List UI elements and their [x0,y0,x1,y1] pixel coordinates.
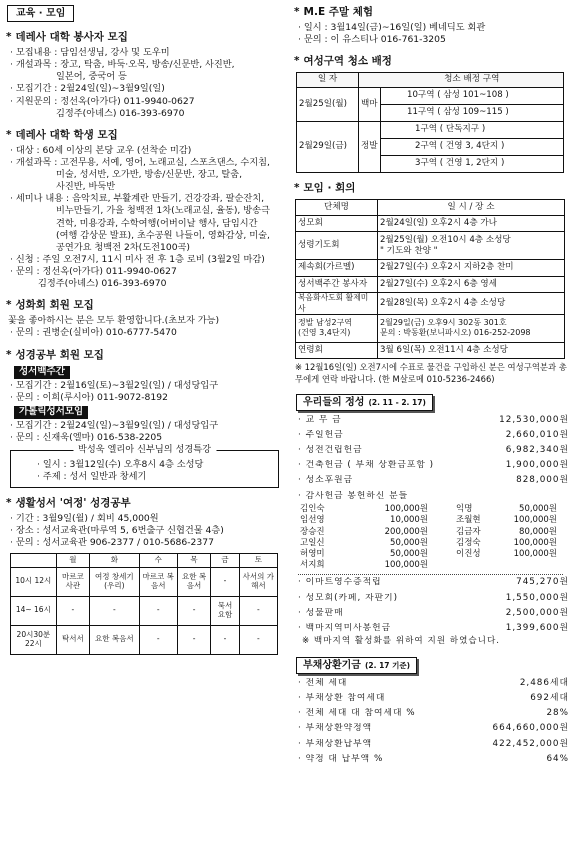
table-cell: - [139,596,177,625]
table-cell: - [56,596,89,625]
list-item [292,443,569,458]
bible-study-section: * 성경공부 회원 모집 성서백주간 · 모집기간 : 2월16일(토)~3월2일(일) / 대성당입구 · 문의 : 이희(루시아) 011-9072-8192 가톨릭성서모임 · 모집기간 : 2월24일(일)~3월9일(일) / 대성당입구 · 문의 : 신재욱(엘마) 016-538-2205 박성욱 엘리아 신부님의 성경특강 · 일시 : 3월12일(수) 오후8시 4층 소성당 · 주제 : 성서 일반과 창세기 [4,349,287,489]
section-title: 부채상환기금 [303,659,361,671]
text-line: · 개설과목 : 고전무용, 서예, 영어, 노래교실, 스포츠댄스, 수지침, [10,156,270,168]
table-header [359,73,381,88]
text-line: · 문의 : 권병순(실비아) 010-6777-5470 [10,327,177,339]
table-header: 월 [56,553,89,567]
item-label: · 부채상환납부액 [298,738,373,749]
program-tag: 성서백주간 [14,366,70,379]
table-header: 토 [239,553,277,567]
donor-grid [292,504,569,572]
item-value: 2,660,010원 [505,429,569,440]
table-cell: - [239,596,277,625]
text-line: · 모집기간 : 2월24일(일)~3월9일(일) [10,83,165,95]
text-line: · 일시 : 3월14일(금)~16일(일) 베네딕도 회관 [298,21,486,33]
table-header: 일 자 [297,73,359,88]
item-value: 745,270원 [516,577,569,588]
lecture-box [10,444,279,488]
text-line: 일본어, 중국어 등 [56,71,127,83]
text-line: · 모집기간 : 2월16일(토)~3월2일(일) / 대성당입구 [10,379,219,391]
list-item [292,706,569,721]
debt-title-bar [296,657,417,674]
section-title: 성경공부 회원 모집 [15,348,104,361]
donor-amount [499,560,569,571]
table-row [297,88,564,105]
offering-title-bar [296,394,433,411]
text-line: · 문의 : 신재욱(엘마) 016-538-2205 [10,431,163,443]
text-line: (여행 감상문 발표), 초수공원 나들이, 영화감상, 미술, [56,229,270,241]
item-value: 422,452,000원 [492,738,569,749]
debt-list [292,676,569,767]
table-cell: 3월 6일(목) 오전11시 4층 소성당 [378,342,565,359]
section-title: 데레사 대학 학생 모집 [15,128,118,141]
item-label: · 성모회(카페, 자판기) [298,592,399,603]
section-header: 교육 · 모임 [7,5,74,22]
donor-name: 이진성 [456,549,481,560]
divider [298,574,563,575]
text-line: · 신청 : 주일 오전7시, 11시 미사 전 후 1층 로비 (3월2일 마감) [10,254,265,266]
text-line: · 문의 : 정선옥(아가다) 011-9940-0627 [10,266,177,278]
donor-name: 익명 [456,503,473,514]
item-value: 1,550,000원 [505,592,569,603]
section-title: M.E 주말 체험 [303,6,373,18]
section-title: 모임 · 회의 [303,182,356,194]
me-weekend-section: * M.E 주말 체험 · 일시 : 3월14일(금)~16일(일) 베네딕도 회관 · 문의 : 이 유스티나 016-761-3205 [292,6,569,46]
item-label: · 감사헌금 봉헌하신 분들 [298,490,409,501]
table-cell: 2월27일(수) 오후2시 지하2층 찬미 [378,260,565,277]
list-item [292,474,569,489]
text-line: 공연가요 청백전 2차(도전100곡) [56,241,191,253]
cleaning-section: * 여성구역 청소 배정 일 자 청소 배정 구역 2월25일(월) 백마 10구역 ( 삼성 101~108 ) 11구역 ( 삼성 109~115 ) 2월29일(금) 정발 1구역 ( 단독지구 ) 2구역 ( 건영 3, 4단지 ) 3구역 ( 건영 1, 2단지 ) [292,55,569,173]
table-row [11,596,278,625]
text-line: · 기간 : 3월9일(월) / 회비 45,000원 [10,513,159,525]
text-line: · 개설과목 : 장고, 탁춤, 바둑·오목, 방송/신문반, 사진반, [10,59,235,71]
item-label: · 건축헌금 ( 부채 상환금포함 ) [298,460,435,471]
table-cell: 2월29일(금) [297,122,359,173]
table-cell: - [211,625,239,654]
text-line: · 문의 : 성서교육관 906-2377 / 010-5686-2377 [10,537,214,549]
table-cell: 11구역 ( 삼성 109~115 ) [381,105,564,122]
yeojeong-study-section: * 생활성서 '여정' 성경공부 · 기간 : 3월9일(월) / 회비 45,000원 · 장소 : 성서교육관(마루역 5, 6번출구 신협건물 4층) · 문의 : 성서교육관 906-2377 / 010-5686-2377 월 화 수 목 금 토 10시 12시 마르코 사관 여정 창세기 (우리) 마르코 복음서 요한 복음서 - 사서의 가해서 14~ 16시 - - - - 묵서 요함 - 20시30분 22시 탁서서 요한 복음서 - - - - [4,497,287,654]
table-cell: - [211,567,239,596]
student-recruit-section: * 데레사 대학 학생 모집 · 대상 : 60세 이상의 본당 교우 (선착순 미감) · 개설과목 : 고전무용, 서예, 영어, 노래교실, 스포츠댄스, 수지침, 미술, 성서반, 오가반, 방송/신문반, 장고, 탈춤, 사진반, 바둑반 · 세미나 내용 : 음악치료, 부활계란 만들기, 건강강좌, 팔순잔치, 비누만들기, 가을 청백전 1차(노래교실, 율동), 방송극 견학, 미용강좌, 수학여행(어버이날 행사, 담임시간 (여행 감상문 발표), 초수공원 나들이, 영화감상, 미술, 공연가요 청백전 2차(도전100곡) · 신청 : 주일 오전7시, 11시 미사 전 후 1층 로비 (3월2일 마감) · 문의 : 정선옥(아가다) 011-9940-0627 김정주(아녜스) 016-393-6970 [4,129,287,291]
list-item [292,576,569,591]
table-row [296,276,565,293]
list-item [292,413,569,428]
table-cell: 성령기도회 [296,232,378,260]
table-cell: - [90,596,140,625]
text-line: · 지원문의 : 정선옥(아가다) 011-9940-0627 [10,95,195,107]
section-title: 성화회 회원 모집 [15,299,94,312]
item-value: 6,982,340원 [505,444,569,455]
table-header: 금 [211,553,239,567]
table-row [296,260,565,277]
text-line: · 장소 : 성서교육관(마루역 5, 6번출구 신협건물 4층) [10,525,224,537]
text-line: 김정주(아녜스) 016-393-6970 [38,278,167,290]
donor-amount: 100,000원 [384,560,428,571]
text-line: · 문의 : 이 유스티나 016-761-3205 [298,34,446,45]
table-row [296,232,565,260]
list-item [292,606,569,621]
table-cell: 마르코 복음서 [139,567,177,596]
table-cell: - [239,625,277,654]
item-label: · 이마트영수증적립 [298,577,382,588]
section-title: 데레사 대학 봉사자 모집 [15,31,128,44]
table-row [11,625,278,654]
item-label: · 전체 세대 대 참여세대 % [298,708,416,719]
donor-amount: 100,000원 [513,549,557,560]
donor-amount: 200,000원 [384,526,428,537]
donor-name: 임선영 [300,515,325,526]
table-cell: 마르코 사관 [56,567,89,596]
flower-club-section: * 성화회 회원 모집 꽃을 좋아하시는 분은 모두 환영합니다.(초보자 가능) · 문의 : 권병순(실비아) 010-6777-5470 [4,299,287,339]
donor-name: 고일신 [300,537,325,548]
list-item [292,428,569,443]
table-cell: 2월29일(금) 오후9시 302동 301호 문의 : 박동환(보니파시오) 016-252-2098 [378,314,565,342]
item-value: 664,660,000원 [492,723,569,734]
list-item [292,722,569,737]
table-row [11,567,278,596]
text-line: 미술, 성서반, 오가반, 방송/신문반, 장고, 탈춤, [56,169,243,181]
notice-text: ※ 12월16일(일) 오전7시에 수표로 물건을 구입하신 분은 여성구역분과 총무에게 연락 바랍니다. (한 M살로메 010-5236-2466) [295,362,567,384]
table-row [297,122,564,139]
table-cell: 백마 [359,88,381,122]
table-cell: 제속회(가르멜) [296,260,378,277]
table-cell: 14~ 16시 [11,596,57,625]
table-cell: 요한 복음서 [90,625,140,654]
section-title: 생활성서 '여정' 성경공부 [15,497,131,510]
table-cell: 사서의 가해서 [239,567,277,596]
item-label: · 성물판매 [298,607,344,618]
notice-text: ※ 백마지역 활성화를 위하여 지원 하였습니다. [302,636,501,647]
item-value: 64% [546,753,569,764]
table-cell: 2월24일(일) 오후2시 4층 가나 [378,215,565,232]
table-row [296,342,565,359]
text-line: · 세미나 내용 : 음악치료, 부활계란 만들기, 건강강좌, 팔순잔치, [10,193,265,205]
text-line: 김정주(아녜스) 016-393-6970 [56,107,185,119]
table-cell: 10시 12시 [11,567,57,596]
list-item [292,752,569,767]
table-cell: 2월25일(월) 오전10시 4층 소성당 " 기도와 찬양 " [378,232,565,260]
section-title: 우리들의 정성 [303,396,365,408]
table-cell: - [139,625,177,654]
text-line: · 모집내용 : 담임선생님, 강사 및 도우미 [10,47,170,59]
section-title: 여성구역 청소 배정 [303,55,392,68]
item-value: 692세대 [530,692,569,703]
donor-amount: 50,000원 [390,537,428,548]
donor-name: 김인숙 [300,503,325,514]
meetings-section: * 모임 · 회의 단체명 일 시 / 장 소 성모회 2월24일(일) 오후2시 4층 가나 성령기도회 2월25일(월) 오전10시 4층 소성당 " 기도와 찬양 " 제속회(가르멜) 2월27일(수) 오후2시 지하2층 찬미 성서백주간 봉사자 2월27일(수) 오후2시 6층 영세 복음화사도회 활제미사 2월28일(목) 오후2시 4층 소성당 정발 남성2구역 (건영 3,4단지) 2월29일(금) 오후9시 302동 301호 문의 : 박동환(보니파시오) 016-252-2098 연령회 3월 6일(목) 오전11시 4층 소성당 ※ 12월16일(일) 오전7시에 수표로 물건을 구입하신 분은 여성구역분과 총무에게 연락 바랍니다. (한 M살로메 010-5236-2466) [292,182,569,385]
table-cell: 복음화사도회 활제미사 [296,293,378,315]
table-cell: - [177,596,210,625]
table-cell: 연령회 [296,342,378,359]
donor-amount: 50,000원 [519,503,557,514]
box-title: 박성욱 엘리아 신부님의 성경특강 [73,444,216,456]
item-label: · 주일헌금 [298,429,344,440]
item-value: 1,900,000원 [505,460,569,471]
text-line: · 일시 : 3월12일(수) 오후8시 4층 소성당 [37,459,204,471]
item-label: · 백마지역미사봉헌금 [298,623,392,634]
text-line: · 모집기간 : 2월24일(일)~3월9일(일) / 대성당입구 [10,419,219,431]
item-label: · 부채상환 참여세대 [298,692,386,703]
donor-amount: 100,000원 [513,515,557,526]
date-range: (2. 11 - 2. 17) [368,397,426,407]
list-item [292,489,569,504]
date-range: (2. 17 기준) [364,660,411,670]
list-item [292,676,569,691]
table-cell: 탁서서 [56,625,89,654]
timetable [10,553,278,655]
list-item [292,737,569,752]
donor-amount: 80,000원 [519,526,557,537]
cleaning-table [296,72,564,173]
volunteer-recruit-section: * 데레사 대학 봉사자 모집 · 모집내용 : 담임선생님, 강사 및 도우미 · 개설과목 : 장고, 탁춤, 바둑·오목, 방송/신문반, 사진반, 일본어, 중국어 등 · 모집기간 : 2월24일(일)~3월9일(일) · 지원문의 : 정선옥(아가다) 011-9940-0627 김정주(아녜스) 016-393-6970 [4,31,287,120]
donor-amount: 50,000원 [390,549,428,560]
donor-name: 김정숙 [456,537,481,548]
table-header: 일 시 / 장 소 [378,199,565,215]
program-tag: 가톨릭성서모임 [14,406,88,419]
list-item [292,691,569,706]
text-line: 사진반, 바둑반 [56,181,116,193]
donor-name: 김금자 [456,526,481,537]
offering-list [292,413,569,648]
donor-name: 장승진 [300,526,325,537]
table-cell: 20시30분 22시 [11,625,57,654]
text-line: 비누만들기, 가을 청백전 1차(노래교실, 율동), 방송극 [56,205,270,217]
table-cell: 성모회 [296,215,378,232]
list-item [292,591,569,606]
table-cell: 10구역 ( 삼성 101~108 ) [381,88,564,105]
item-value: 2,486세대 [519,677,569,688]
table-cell: 묵서 요함 [211,596,239,625]
donor-amount: 100,000원 [384,503,428,514]
item-value: 28% [546,708,569,719]
table-cell: 2구역 ( 건영 3, 4단지 ) [381,139,564,156]
donor-amount: 100,000원 [513,537,557,548]
meetings-table [295,199,565,360]
text-line: · 문의 : 이희(루시아) 011-9072-8192 [10,392,168,404]
table-cell: 정발 [359,122,381,173]
table-header: 수 [139,553,177,567]
text-line: · 대상 : 60세 이상의 본당 교우 (선착순 미감) [10,144,192,156]
table-row [296,314,565,342]
text-line: · 주제 : 성서 일반과 창세기 [37,471,147,483]
table-cell: 여정 창세기 (우리) [90,567,140,596]
donor-name: 서지희 [300,560,325,571]
table-header: 청소 배정 구역 [381,73,564,88]
list-item [292,458,569,473]
table-header: 목 [177,553,210,567]
table-header: 단체명 [296,199,378,215]
table-cell: 1구역 ( 단독지구 ) [381,122,564,139]
table-cell: 정발 남성2구역 (건영 3,4단지) [296,314,378,342]
item-value: 2,500,000원 [505,607,569,618]
table-row [296,293,565,315]
table-cell: 2월28일(목) 오후2시 4층 소성당 [378,293,565,315]
table-row [296,215,565,232]
table-cell: 요한 복음서 [177,567,210,596]
text-line: 견학, 미용강좌, 수학여행(어버이날 행사, 담임시간 [56,217,258,229]
table-cell: 2월27일(수) 오후2시 6층 영세 [378,276,565,293]
item-value: 1,399,600원 [505,623,569,634]
item-label: · 성소후원금 [298,475,354,486]
item-value: 828,000원 [516,475,569,486]
table-cell: - [177,625,210,654]
donor-amount: 10,000원 [390,515,428,526]
donor-name: 허영미 [300,549,325,560]
table-cell: 성서백주간 봉사자 [296,276,378,293]
list-item [292,621,569,636]
item-label: · 전체 세대 [298,677,348,688]
table-header [11,553,57,567]
item-label: · 교 무 금 [298,414,342,425]
table-header: 화 [90,553,140,567]
donor-name: 조월현 [456,515,481,526]
table-cell: 3구역 ( 건영 1, 2단지 ) [381,156,564,173]
item-label: · 부채상환약정액 [298,723,373,734]
item-label: · 약정 대 납부액 % [298,753,384,764]
donor-name [440,560,499,571]
item-value: 12,530,000원 [499,414,569,425]
text-line: 꽃을 좋아하시는 분은 모두 환영합니다.(초보자 가능) [8,315,220,327]
item-label: · 성전건립헌금 [298,444,363,455]
table-cell: 2월25일(월) [297,88,359,122]
